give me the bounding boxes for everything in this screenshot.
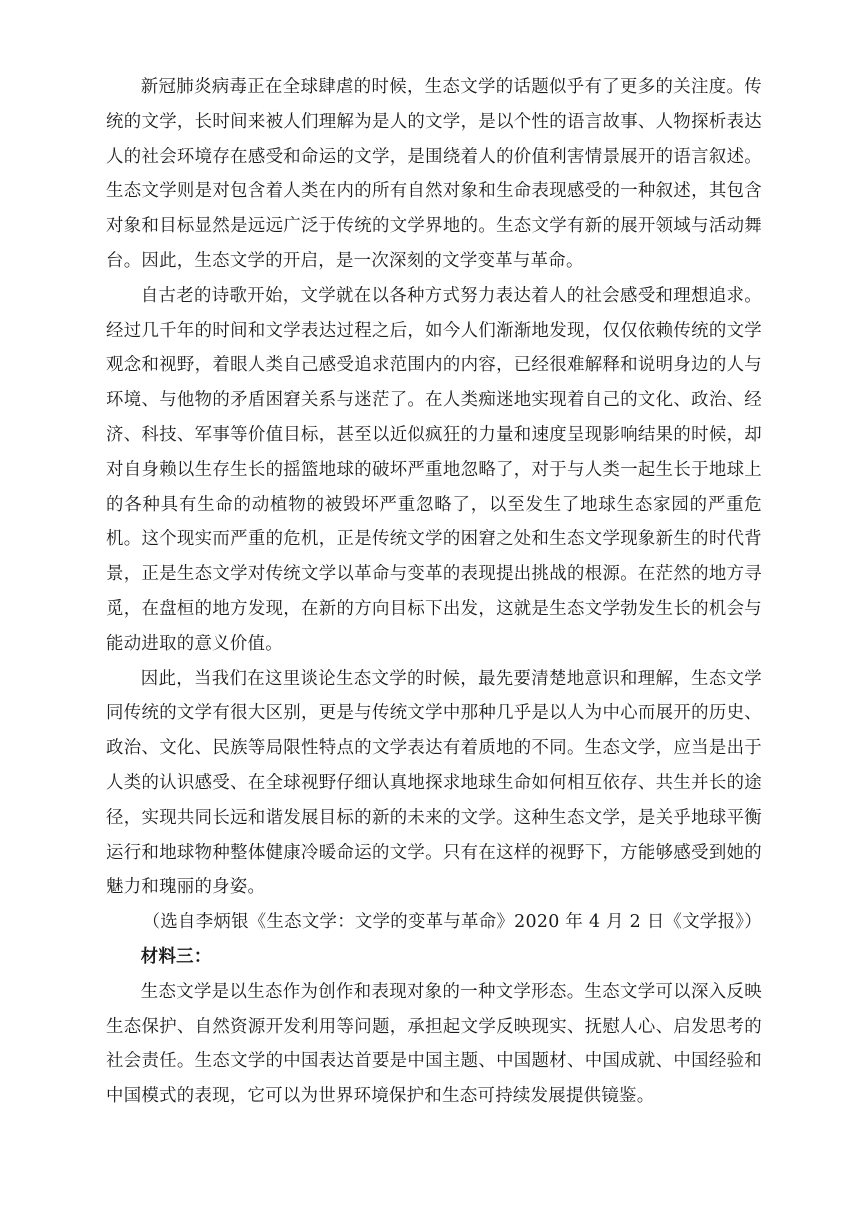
paragraph-2: 自古老的诗歌开始，文学就在以各种方式努力表达着人的社会感受和理想追求。经过几千年的时间和文学表达过程之后，如今人们渐渐地发现，仅仅依赖传统的文学观念和视野，着眼人类自己感受追求范围内的内容，已经很难解释和说明身边的人与环境、与他物的矛盾困窘关系与迷茫了。在人类痴迷地实现着自己的文化、政治、经济、科技、军事等价值目标，甚至以近似疯狂的力量和速度呈现影响结果的时候，却对自身赖以生存生长的摇篮地球的破坏严重地忽略了，对于与人类一起生长于地球上的各种具有生命的动植物的被毁坏严重忽略了，以至发生了地球生态家园的严重危机。这个现实而严重的危机，正是传统文学的困窘之处和生态文学现象新生的时代背景，正是生态文学对传统文学以革命与变革的表现提出挑战的根源。在茫然的地方寻觅，在盘桓的地方发现，在新的方向目标下出发，这就是生态文学勃发生长的机会与能动进取的意义价值。 <box>106 285 762 654</box>
section-heading: 材料三： <box>140 946 212 967</box>
document-page <box>106 70 762 1114</box>
section-paragraph-1: 生态文学是以生态作为创作和表现对象的一种文学形态。生态文学可以深入反映生态保护、自然资源开发利用等问题，承担起文学反映现实、抚慰人心、启发思考的社会责任。生态文学的中国表达首要是中国主题、中国题材、中国成就、中国经验和中国模式的表现，它可以为世界环境保护和生态可持续发展提供镜鉴。 <box>106 981 762 1107</box>
source-citation: （选自李炳银《生态文学：文学的变革与革命》2020 年 4 月 2 日《文学报》） <box>142 912 762 933</box>
paragraph-1: 新冠肺炎病毒正在全球肆虐的时候，生态文学的话题似乎有了更多的关注度。传统的文学，长时间来被人们理解为是人的文学，是以个性的语言故事、人物探析表达人的社会环境存在感受和命运的文学，是围绕着人的价值利害情景展开的语言叙述。生态文学则是对包含着人类在内的所有自然对象和生命表现感受的一种叙述，其包含对象和目标显然是远远广泛于传统的文学界地的。生态文学有新的展开领域与活动舞台。因此，生态文学的开启，是一次深刻的文学变革与革命。 <box>106 77 762 271</box>
paragraph-3: 因此，当我们在这里谈论生态文学的时候，最先要清楚地意识和理解，生态文学同传统的文学有很大区别，更是与传统文学中那种几乎是以人为中心而展开的历史、政治、文化、民族等局限性特点的文学表达有着质地的不同。生态文学，应当是出于人类的认识感受、在全球视野仔细认真地探求地球生命如何相互依存、共生并长的途径，实现共同长远和谐发展目标的新的未来的文学。这种生态文学，是关乎地球平衡运行和地球物种整体健康冷暖命运的文学。只有在这样的视野下，方能够感受到她的魅力和瑰丽的身姿。 <box>106 668 762 898</box>
